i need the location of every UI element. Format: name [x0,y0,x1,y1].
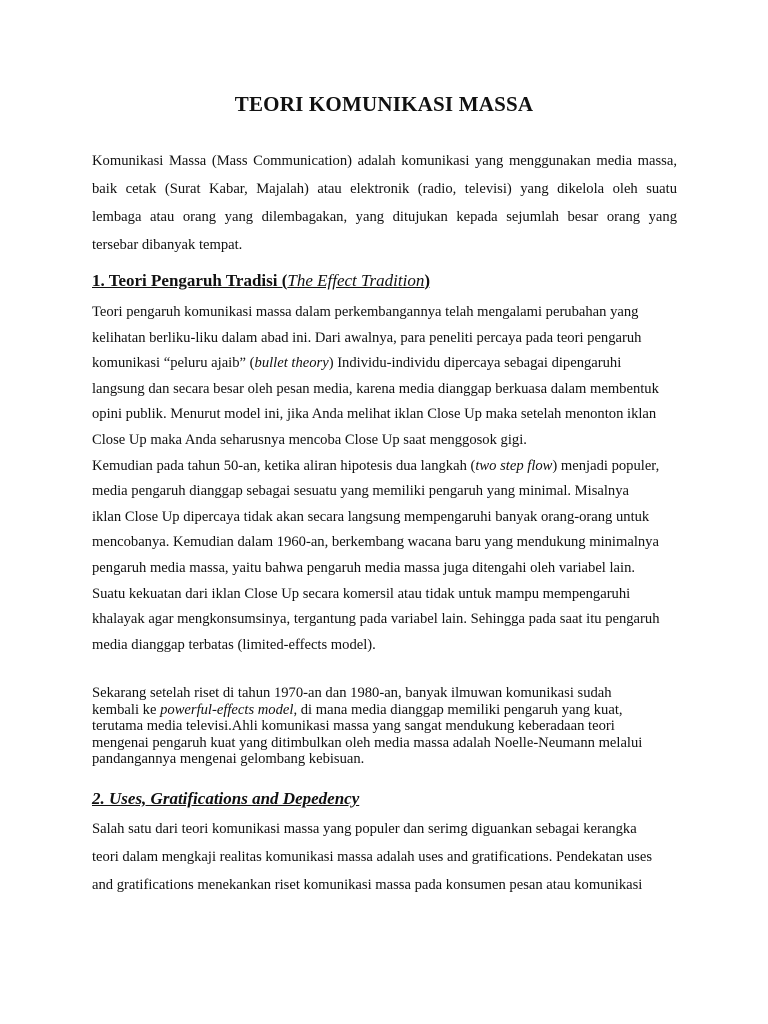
section-1-body [92,300,677,658]
intro-line: lembaga atau orang yang dilembagakan, yang ditujukan kepada sejumlah besar orang yang [92,209,677,225]
section-1-heading-suffix: ) [424,271,430,290]
paragraph-line: Close Up maka Anda seharusnya mencoba Close Up saat menggosok gigi. [92,431,527,448]
section-2-heading: 2. Uses, Gratifications and Depedency [92,789,360,808]
paragraph-line: kelihatan berliku-liku dalam abad ini. Dari awalnya, para peneliti percaya pada teori pengaruh [92,329,642,346]
section-1-heading [92,271,430,291]
paragraph-line [92,702,677,719]
paragraph-line: pandangannya mengenai gelombang kebisuan. [92,751,365,768]
paragraph-line: teori dalam mengkaji realitas komunikasi massa adalah uses and gratifications. Pendekatan uses [92,849,653,865]
italic-term: powerful-effects model [160,701,294,718]
intro-paragraph [92,147,677,259]
paragraph-line: khalayak agar mengkonsumsinya, tergantung pada variabel lain. Sehingga pada saat itu pengaruh [92,611,660,628]
paragraph-line: Sekarang setelah riset di tahun 1970-an dan 1980-an, banyak ilmuwan komunikasi sudah [92,685,612,701]
intro-line: baik cetak (Surat Kabar, Majalah) atau elektronik (radio, televisi) yang dikelola oleh suatu [92,181,677,197]
italic-term: two step flow [475,457,553,474]
intro-line: Komunikasi Massa (Mass Communication) adalah komunikasi yang menggunakan media massa, [92,153,677,169]
text-run: komunikasi “peluru ajaib” ( [92,355,255,372]
section-1-paragraph-3 [92,685,677,768]
paragraph-line: iklan Close Up dipercaya tidak akan secara langsung mempengaruhi banyak orang-orang untuk [92,508,650,525]
text-run: kembali ke [92,701,161,718]
text-run: ) menjadi populer, [552,457,660,474]
paragraph-line: pengaruh media massa, yaitu bahwa pengaruh media massa juga ditengahi oleh variabel lain. [92,559,636,576]
paragraph-line: Suatu kekuatan dari iklan Close Up secara komersil atau tidak untuk mampu mempengaruhi [92,585,631,602]
text-run: , di mana media dianggap memiliki pengaruh yang kuat, [293,701,623,718]
paragraph-line: terutama media televisi.Ahli komunikasi massa yang sangat mendukung keberadaan teori [92,718,615,735]
section-1-heading-italic: The Effect Tradition [287,271,425,290]
paragraph-line: Teori pengaruh komunikasi massa dalam perkembangannya telah mengalami perubahan yang [92,304,639,320]
italic-term: bullet theory [254,355,329,372]
paragraph-line: and gratifications menekankan riset komunikasi massa pada konsumen pesan atau komunikasi [92,877,643,893]
paragraph-line [92,454,677,480]
intro-line: tersebar dibanyak tempat. [92,237,243,253]
paragraph-line [92,351,677,377]
section-1-heading-prefix: 1. Teori Pengaruh Tradisi ( [92,271,288,290]
paragraph-line: mencobanya. Kemudian dalam 1960-an, berkembang wacana baru yang mendukung minimalnya [92,534,659,551]
paragraph-line: mengenai pengaruh kuat yang ditimbulkan oleh media massa adalah Noelle-Neumann melalui [92,734,643,751]
document-title: TEORI KOMUNIKASI MASSA [234,92,534,116]
paragraph-line: langsung dan secara besar oleh pesan media, karena media dianggap berkuasa dalam membentuk [92,380,659,397]
paragraph-line: opini publik. Menurut model ini, jika Anda melihat iklan Close Up maka setelah menonton iklan [92,406,657,423]
text-run: ) Individu-individu dipercaya sebagai dipengaruhi [328,355,622,372]
paragraph-line: media pengaruh dianggap sebagai sesuatu yang memiliki pengaruh yang minimal. Misalnya [92,483,629,500]
paragraph-line: Salah satu dari teori komunikasi massa yang populer dan serimg diguankan sebagai kerangka [92,821,637,837]
paragraph-line: media dianggap terbatas (limited-effects model). [92,636,376,653]
text-run: Kemudian pada tahun 50-an, ketika aliran hipotesis dua langkah ( [92,457,476,474]
section-2-body [92,815,677,899]
